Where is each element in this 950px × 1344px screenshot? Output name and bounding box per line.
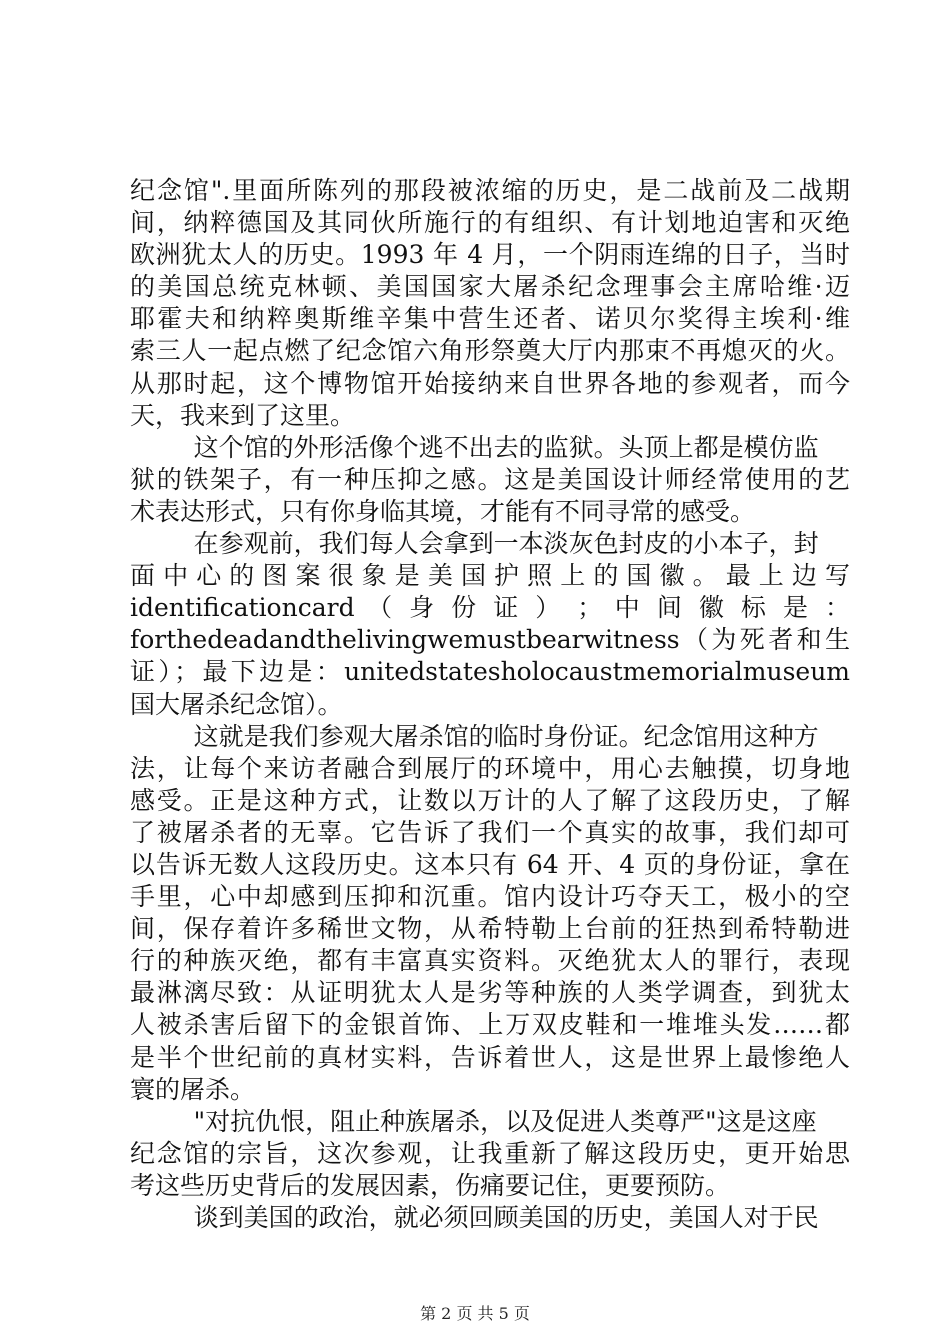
text-line: 在参观前，我们每人会拿到一本淡灰色封皮的小本子，封 bbox=[130, 529, 819, 559]
text-line: 欧洲犹太人的历史。1993 年 4 月，一个阴雨连绵的日子，当时 bbox=[130, 240, 850, 270]
text-line: "对抗仇恨，阻止种族屠杀，以及促进人类尊严"这是这座 bbox=[130, 1106, 817, 1136]
text-line: 最淋漓尽致：从证明犹太人是劣等种族的人类学调查，到犹太 bbox=[130, 978, 850, 1008]
text-line: 考这些历史背后的发展因素，伤痛要记住，更要预防。 bbox=[130, 1170, 731, 1200]
text-line: 法，让每个来访者融合到展厅的环境中，用心去触摸，切身地 bbox=[130, 753, 850, 783]
text-line: 面 中 心 的 图 案 很 象 是 美 国 护 照 上 的 国 徽 。 最 上 边 写 bbox=[130, 561, 850, 591]
text-line: 手里，心中却感到压抑和沉重。馆内设计巧夺天工，极小的空 bbox=[130, 882, 850, 912]
text-line: 感受。正是这种方式，让数以万计的人了解了这段历史，了解 bbox=[130, 785, 850, 815]
text-line: 从那时起，这个博物馆开始接纳来自世界各地的参观者，而今 bbox=[130, 368, 850, 398]
text-line: forthedeadandthelivingwemustbearwitness（为死者和生 bbox=[130, 625, 850, 655]
text-line: 以告诉无数人这段历史。这本只有 64 开、4 页的身份证，拿在 bbox=[130, 849, 850, 879]
text-line: 耶霍夫和纳粹奥斯维辛集中营生还者、诺贝尔奖得主埃利·维 bbox=[130, 304, 850, 334]
text-line: 纪念馆的宗旨，这次参观，让我重新了解这段历史，更开始思 bbox=[130, 1138, 850, 1168]
text-line: 术表达形式，只有你身临其境，才能有不同寻常的感受。 bbox=[130, 496, 756, 526]
page-number-footer: 第 2 页 共 5 页 bbox=[420, 1304, 530, 1323]
text-line: 索三人一起点燃了纪念馆六角形祭奠大厅内那束不再熄灭的火。 bbox=[130, 336, 850, 366]
text-line: 行的种族灭绝，都有丰富真实资料。灭绝犹太人的罪行，表现 bbox=[130, 946, 850, 976]
text-line: 寰的屠杀。 bbox=[130, 1074, 256, 1104]
text-line: 狱的铁架子，有一种压抑之感。这是美国设计师经常使用的艺 bbox=[130, 464, 850, 494]
document-body bbox=[130, 175, 850, 1234]
text-line: 是半个世纪前的真材实料，告诉着世人，这是世界上最惨绝人 bbox=[130, 1042, 850, 1072]
text-line: 证）；最下边是：unitedstatesholocaustmemorialmuseum bbox=[130, 657, 850, 687]
text-line: 纪念馆".里面所陈列的那段被浓缩的历史，是二战前及二战期 bbox=[130, 176, 850, 205]
text-line: 国大屠杀纪念馆）。 bbox=[130, 689, 343, 719]
text-line: 这就是我们参观大屠杀馆的临时身份证。纪念馆用这种方 bbox=[130, 721, 819, 751]
text-line: 天，我来到了这里。 bbox=[130, 400, 356, 430]
text-line: identificationcard （ 身 份 证 ） ； 中 间 徽 标 是 ： bbox=[130, 593, 850, 623]
text-line: 间，保存着许多稀世文物，从希特勒上台前的狂热到希特勒进 bbox=[130, 914, 850, 944]
text-line: 这个馆的外形活像个逃不出去的监狱。头顶上都是模仿监 bbox=[130, 432, 819, 462]
text-line: 人被杀害后留下的金银首饰、上万双皮鞋和一堆堆头发……都 bbox=[130, 1010, 850, 1040]
text-line: 了被屠杀者的无辜。它告诉了我们一个真实的故事，我们却可 bbox=[130, 817, 850, 847]
text-line: 谈到美国的政治，就必须回顾美国的历史，美国人对于民 bbox=[130, 1203, 819, 1232]
text-line: 的美国总统克林顿、美国国家大屠杀纪念理事会主席哈维·迈 bbox=[130, 272, 850, 302]
text-line: 间，纳粹德国及其同伙所施行的有组织、有计划地迫害和灭绝 bbox=[130, 208, 850, 238]
